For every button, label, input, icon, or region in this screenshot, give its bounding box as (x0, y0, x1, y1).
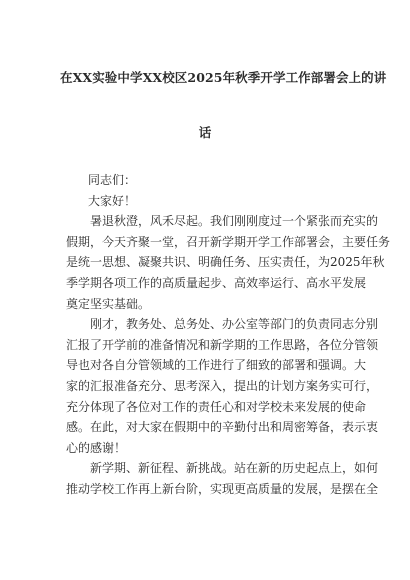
paragraph-line: 假期，今天齐聚一堂，召开新学期开学工作部署会，主要任务 (66, 234, 391, 249)
paragraph-2 (66, 314, 379, 458)
paragraph-line: 刚才，教务处、总务处、办公室等部门的负责同志分别 (90, 317, 379, 332)
paragraph-3 (66, 458, 379, 499)
paragraph-line: 汇报了开学前的准备情况和新学期的工作思路，各位分管领 (66, 337, 379, 352)
paragraph-line: 奠定坚实基础。 (66, 296, 151, 311)
document-body (66, 170, 391, 500)
paragraph-line: 感。在此，对大家在假期中的辛勤付出和周密筹备，表示衷 (66, 420, 379, 435)
paragraph-line: 家的汇报准备充分、思考深入，提出的计划方案务实可行， (66, 378, 379, 393)
paragraph-1 (66, 211, 391, 314)
paragraph-line: 暑退秋澄，风禾尽起。我们刚刚度过一个紧张而充实的 (90, 214, 379, 229)
greeting: 大家好！ (88, 193, 137, 208)
paragraph-line: 是统一思想、凝聚共识、明确任务、压实责任，为2025年秋 (66, 255, 385, 270)
paragraph-line: 心的感谢！ (66, 440, 127, 455)
paragraph-line: 新学期、新征程、新挑战。站在新的历史起点上，如何 (90, 461, 379, 476)
salutation: 同志们： (88, 173, 137, 187)
document-title-line-1: 在XX实验中学XX校区2025年秋季开学工作部署会上的讲 (60, 70, 387, 85)
paragraph-line: 导也对各自分管领域的工作进行了细致的部署和强调。大 (66, 358, 367, 373)
paragraph-line: 充分体现了各位对工作的责任心和对学校未来发展的使命 (66, 399, 367, 414)
paragraph-line: 推动学校工作再上新台阶，实现更高质量的发展，是摆在全 (66, 481, 379, 496)
document-title-line-2: 话 (198, 125, 212, 140)
paragraph-line: 季学期各项工作的高质量起步、高效率运行、高水平发展 (66, 275, 367, 290)
